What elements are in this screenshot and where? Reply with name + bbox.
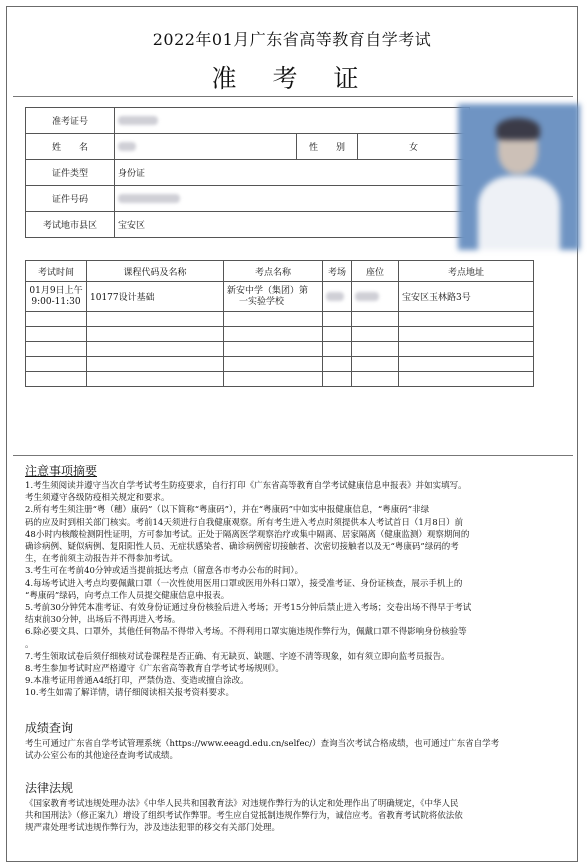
results-body (25, 738, 573, 762)
candidate-info-table (25, 107, 470, 238)
note-line: 6.除必要文具、口罩外，其他任何物品不得带入考场。不得利用口罩实施违规作弊行为，佩戴口罩不得影响身份核验等 (25, 627, 467, 638)
name-value (115, 134, 297, 160)
col-exam-time: 考试时间 (26, 261, 87, 282)
ticket-number-value (115, 108, 470, 134)
results-title: 成绩查询 (25, 721, 74, 735)
exam-schedule-table (25, 260, 534, 387)
site-name-line2: 一实验学校 (239, 296, 285, 307)
divider (13, 455, 573, 456)
district-label: 考试地市县区 (26, 212, 115, 238)
col-site-address: 考点地址 (399, 261, 534, 282)
course-cell: 10177设计基础 (87, 282, 224, 312)
note-line: 考生须遵守各级防疫相关规定和要求。 (25, 493, 170, 504)
id-number-label: 证件号码 (26, 186, 115, 212)
note-line: 1.考生须阅读并遵守当次自学考试考生防疫要求，自行打印《广东省高等教育自学考试健康信息申报表》并如实填写。 (25, 481, 467, 491)
note-line: 生，在考前须主动报告并不得参加考试。 (25, 554, 179, 565)
note-line: 48小时内核酸检测阴性证明，方可参加考试。正处于隔离医学观察治疗或集中隔离、居家隔离（健康监测）观察期间的 (25, 529, 470, 540)
ticket-title: 准 考 证 (211, 64, 373, 93)
note-line: 10.考生如需了解详情，请仔细阅读相关报考资料要求。 (25, 688, 235, 699)
note-line: “粤康码”绿码，向考点工作人员提交健康信息申报表。 (25, 590, 230, 601)
laws-body (25, 798, 573, 835)
note-line: 3.考生可在考前40分钟或适当提前抵达考点（留意各市考办公布的时间）。 (25, 566, 304, 577)
notes-body (25, 480, 573, 700)
note-line: 5.考前30分钟凭本准考证、有效身份证通过身份核验后进入考场；开考15分钟后禁止进入考场；交卷出场不得早于考试 (25, 603, 472, 614)
gender-label: 性 别 (297, 134, 358, 160)
id-type-label: 证件类型 (26, 160, 115, 186)
note-line: 确诊病例、疑似病例、复阳阳性人员、无症状感染者、确诊病例密切接触者、次密切接触者以及无“粤康码”绿码的考 (25, 542, 459, 553)
name-label: 姓 名 (26, 134, 115, 160)
address-cell: 宝安区玉林路3号 (399, 282, 534, 312)
col-seat: 座位 (352, 261, 399, 282)
col-course: 课程代码及名称 (87, 261, 224, 282)
col-site-name: 考点名称 (224, 261, 323, 282)
note-line: 。 (25, 639, 34, 650)
admission-ticket (6, 6, 578, 862)
gender-value: 女 (358, 134, 470, 160)
note-line: 8.考生参加考试时应严格遵守《广东省高等教育自学考试考场规则》。 (25, 664, 284, 675)
seat-cell (352, 282, 399, 312)
notes-title: 注意事项摘要 (25, 464, 98, 478)
laws-line: 规严肃处理考试违规作弊行为，涉及违法犯罪的移交有关部门处理。 (25, 823, 281, 834)
exam-time-cell (26, 282, 87, 312)
note-line: 4.每场考试进入考点均要佩戴口罩（一次性使用医用口罩或医用外科口罩），接受准考证、身份证核查，展示手机上的 (25, 578, 463, 589)
room-cell (323, 282, 352, 312)
table-row (26, 282, 534, 312)
note-line: 2.所有考生须注册“粤（穗）康码”（以下简称“粤康码”），并在“粤康码”中如实申报健康信息，“粤康码”非绿 (25, 505, 430, 516)
site-name-line1: 新安中学（集团）第 (227, 285, 309, 296)
note-line: 9.本准考证用普通A4纸打印，严禁伪造、变造或擅自涂改。 (25, 676, 249, 687)
id-type-value: 身份证 (115, 160, 470, 186)
results-line: 考生可通过广东省自学考试管理系统（https://www.eeagd.edu.cn/selfec/）查询当次考试合格成绩，也可通过广东省自学考 (25, 739, 500, 749)
laws-title: 法律法规 (25, 781, 74, 795)
note-line: 码的应及时到相关部门核实。考前14天须进行自我健康观察。所有考生进入考点时须提供本人考试首日（1月8日）前 (25, 517, 464, 528)
exam-date: 01月9日上午 (29, 285, 83, 296)
site-name-cell (224, 282, 323, 312)
laws-line: 共和国刑法》（修正案九）增设了组织考试作弊罪。考生应自觉抵制违规作弊行为，诚信应考。省教育考试院将依法依 (25, 811, 463, 822)
district-value: 宝安区 (115, 212, 470, 238)
col-room: 考场 (323, 261, 352, 282)
exam-title: 2022年01月广东省高等教育自学考试 (152, 30, 432, 49)
candidate-photo (458, 104, 580, 250)
exam-hours: 9:00-11:30 (31, 296, 81, 307)
results-line: 试办公室公布的其他途径查询考试成绩。 (25, 751, 179, 762)
divider (13, 96, 573, 97)
laws-line: 《国家教育考试违规处理办法》《中华人民共和国教育法》对违规作弊行为的认定和处理作出了明确规定，《中华人民 (25, 799, 459, 809)
note-line: 7.考生领取试卷后须仔细核对试卷课程是否正确、有无缺页、缺题、字迹不清等现象，如有须立即向监考员报告。 (25, 651, 450, 662)
note-line: 结束前30分钟，出场后不得再进入考场。 (25, 615, 181, 626)
id-number-value (115, 186, 470, 212)
ticket-number-label: 准考证号 (26, 108, 115, 134)
